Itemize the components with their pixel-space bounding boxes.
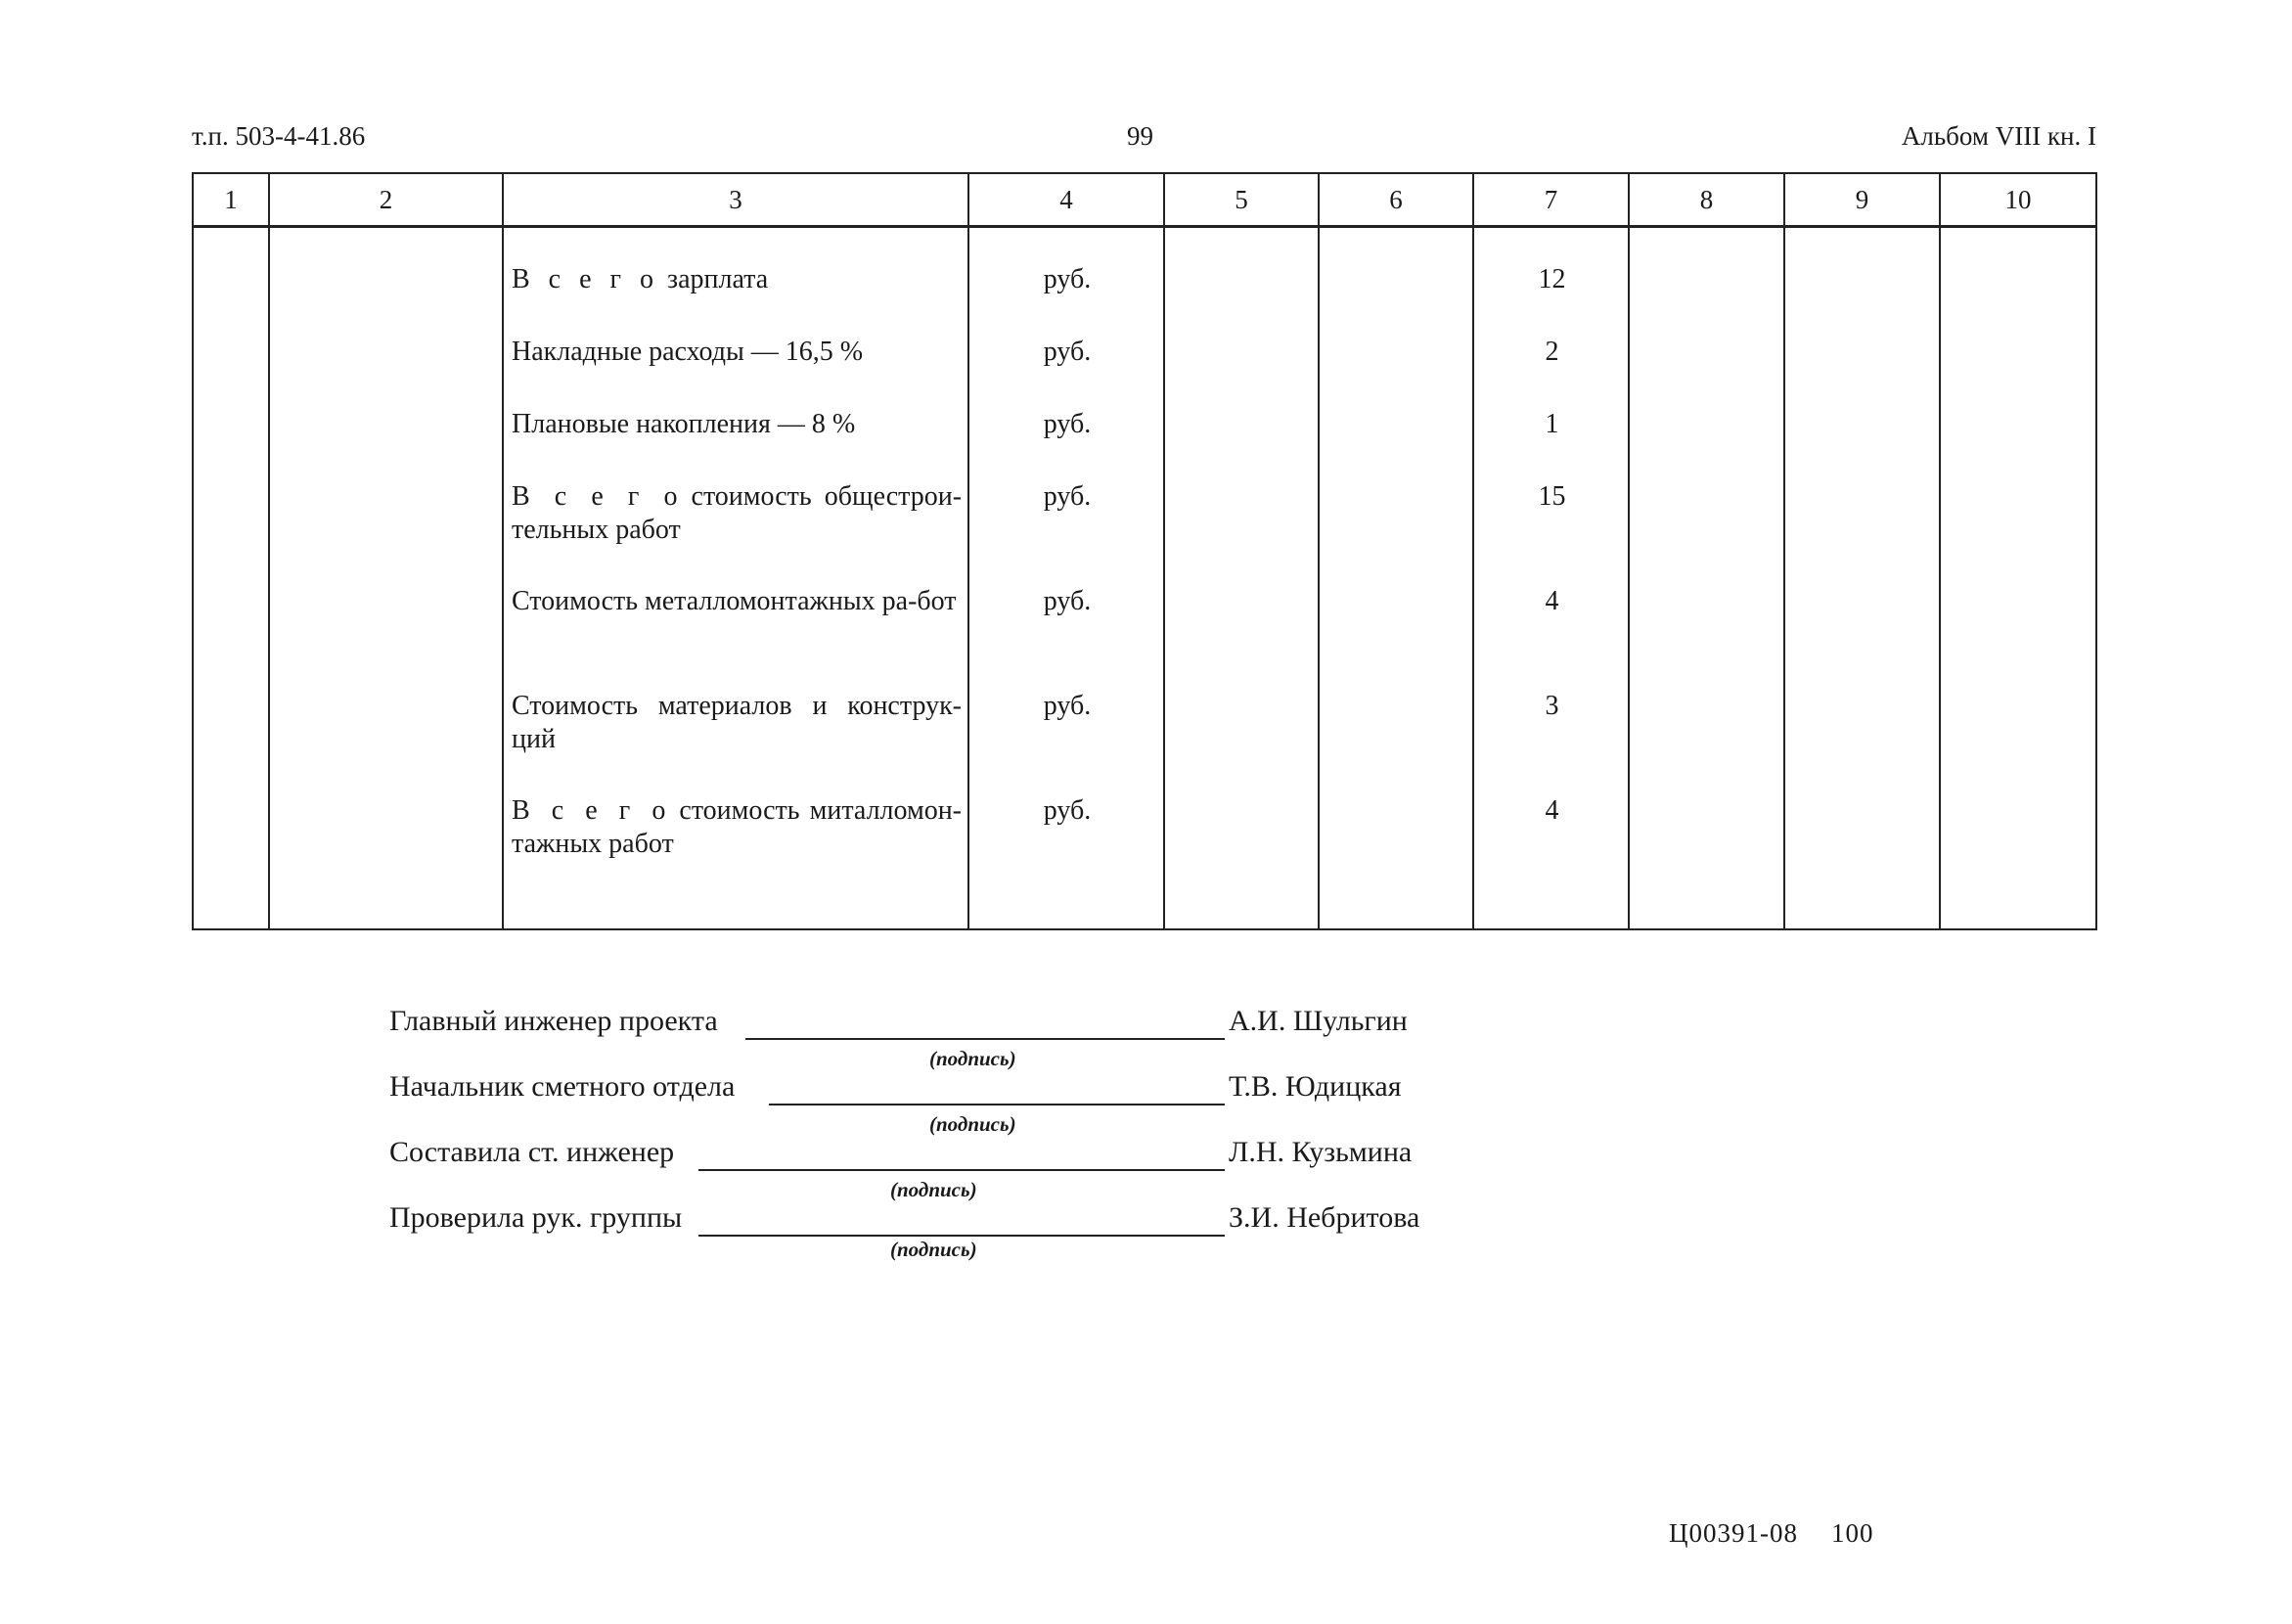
signature-blank [769,1104,1225,1105]
row-value: 4 [1545,586,1559,616]
signature-line-reviewer [389,1201,1420,1235]
estimate-table [192,172,2097,930]
column-header: 1 [193,173,269,227]
signature-role: Составила ст. инженер [389,1136,675,1168]
row-value: 12 [1538,264,1566,294]
signature-name: Т.В. Юдицкая [1229,1070,1402,1103]
column-header: 4 [968,173,1164,227]
signature-name: Л.Н. Кузьмина [1229,1136,1413,1168]
row-description: Стоимость материалов и конструк-ций [512,691,962,754]
value-column [1473,227,1629,930]
row-unit: руб. [1043,691,1092,721]
row-unit: руб. [1043,586,1092,616]
column-header: 6 [1319,173,1473,227]
column-header: 9 [1784,173,1940,227]
column-header: 7 [1473,173,1629,227]
cell-col-5 [1164,227,1319,930]
document-code: т.п. 503-4-41.86 [192,121,366,151]
row-description: Плановые накопления — 8 % [512,409,856,439]
signature-caption: (подпись) [890,1238,977,1261]
signature-role: Начальник сметного отдела [389,1070,736,1103]
row-value: 1 [1545,409,1559,439]
signature-line-chief-engineer [389,1005,1408,1038]
signature-line-estimate-head [389,1070,1402,1104]
row-unit: руб. [1043,337,1092,367]
row-value: 15 [1538,481,1566,512]
row-value: 4 [1545,795,1559,826]
row-description: Стоимость металломонтажных ра-бот [512,586,957,616]
signature-blank [698,1235,1225,1237]
signature-blank [698,1169,1225,1171]
archive-stamp [1669,1518,1874,1549]
signature-blank [745,1038,1225,1040]
signature-name: З.И. Небритова [1229,1201,1420,1234]
row-unit: руб. [1043,409,1092,439]
archive-code: Ц00391-08 [1669,1518,1798,1548]
column-header: 2 [269,173,503,227]
cell-col-6 [1319,227,1473,930]
unit-column [968,227,1164,930]
column-header: 5 [1164,173,1319,227]
row-unit: руб. [1043,795,1092,826]
page-number: 99 [1127,121,1153,151]
cell-col-1 [193,227,269,930]
signature-role: Главный инженер проекта [389,1005,718,1037]
row-description: Накладные расходы — 16,5 % [512,337,864,367]
cell-col-9 [1784,227,1940,930]
archive-page: 100 [1831,1518,1874,1548]
column-number-row [193,173,2096,227]
row-description: В с е г о стоимость общестрои-тельных работ [512,481,963,545]
description-column [503,227,968,930]
signature-role: Проверила рук. группы [389,1201,683,1234]
signature-line-compiler [389,1136,1413,1169]
column-header: 3 [503,173,968,227]
column-header: 10 [1940,173,2096,227]
cell-col-2 [269,227,503,930]
cell-col-8 [1629,227,1784,930]
album-label: Альбом VIII кн. I [1901,121,2096,151]
row-description: В с е г о стоимость миталломон-тажных работ [512,795,963,859]
signature-caption: (подпись) [929,1112,1016,1136]
row-value: 2 [1545,337,1559,367]
column-header: 8 [1629,173,1784,227]
row-unit: руб. [1043,481,1092,512]
table-body-row [193,227,2096,930]
row-unit: руб. [1043,264,1092,294]
signature-name: А.И. Шульгин [1229,1005,1408,1037]
signature-caption: (подпись) [890,1178,977,1201]
row-value: 3 [1545,691,1559,721]
cell-col-10 [1940,227,2096,930]
row-description: В с е г о зарплата [512,264,769,294]
signature-caption: (подпись) [929,1047,1016,1070]
